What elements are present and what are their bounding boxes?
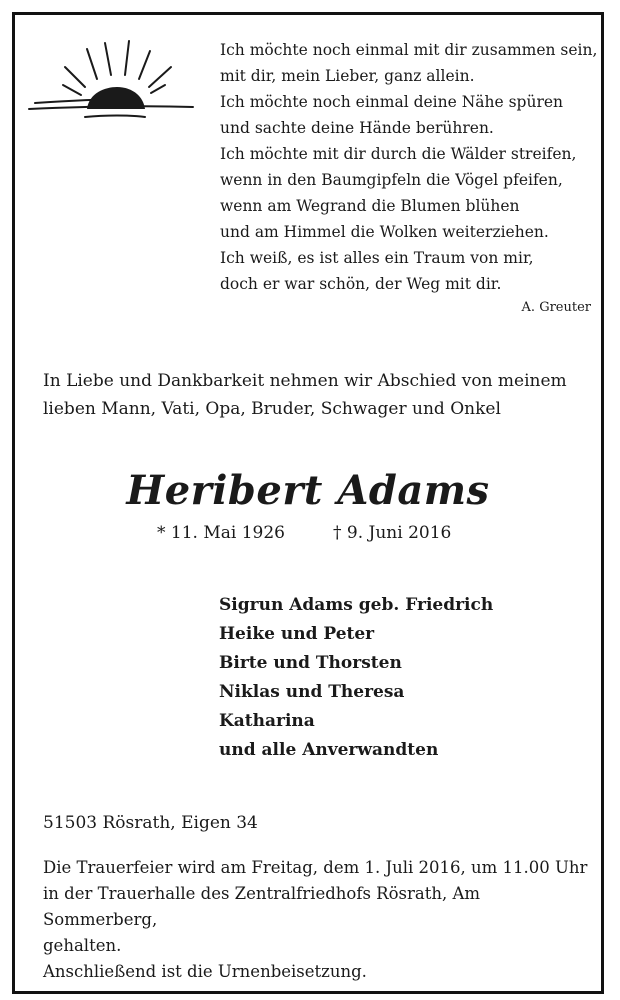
mourner: Heike und Peter [219, 624, 375, 644]
mourner: Katharina [219, 711, 315, 731]
intro-text [43, 367, 588, 423]
sunrise-icon [25, 37, 195, 127]
poem-line: Ich weiß, es ist alles ein Traum von mir, [220, 249, 534, 267]
service-line: in der Trauerhalle des Zentralfriedhofs Rösrath, Am Sommerberg, [43, 884, 481, 929]
poem-line: und sachte deine Hände berühren. [220, 119, 494, 137]
death-date: † 9. Juni 2016 [333, 523, 452, 543]
service-line: Die Trauerfeier wird am Freitag, dem 1. Juli 2016, um 11.00 Uhr [43, 858, 588, 877]
service-line: Anschließend ist die Urnenbeisetzung. [43, 962, 367, 981]
address: 51503 Rösrath, Eigen 34 [43, 813, 258, 833]
poem-line: doch er war schön, der Weg mit dir. [220, 275, 502, 293]
intro-line: In Liebe und Dankbarkeit nehmen wir Abschied von meinem [43, 371, 567, 391]
mourners-list [219, 591, 493, 765]
poem [220, 37, 598, 297]
mourner: Sigrun Adams geb. Friedrich [219, 595, 494, 615]
obituary-notice [12, 12, 604, 994]
deceased-name: Heribert Adams [126, 467, 490, 514]
mourner: und alle Anverwandten [219, 740, 439, 760]
birth-date: * 11. Mai 1926 [157, 523, 285, 543]
service-line: gehalten. [43, 936, 122, 955]
poem-line: Ich möchte noch einmal mit dir zusammen sein, [220, 41, 598, 59]
poem-line: Ich möchte noch einmal deine Nähe spüren [220, 93, 564, 111]
poem-line: wenn in den Baumgipfeln die Vögel pfeifen, [220, 171, 563, 189]
intro-line: lieben Mann, Vati, Opa, Bruder, Schwager und Onkel [43, 399, 501, 419]
service-details [43, 855, 593, 985]
poem-line: Ich möchte mit dir durch die Wälder streifen, [220, 145, 577, 163]
mourner: Birte und Thorsten [219, 653, 402, 673]
poem-author: A. Greuter [521, 300, 591, 315]
poem-line: mit dir, mein Lieber, ganz allein. [220, 67, 475, 85]
poem-line: und am Himmel die Wolken weiterziehen. [220, 223, 549, 241]
mourner: Niklas und Theresa [219, 682, 405, 702]
poem-line: wenn am Wegrand die Blumen blühen [220, 197, 520, 215]
